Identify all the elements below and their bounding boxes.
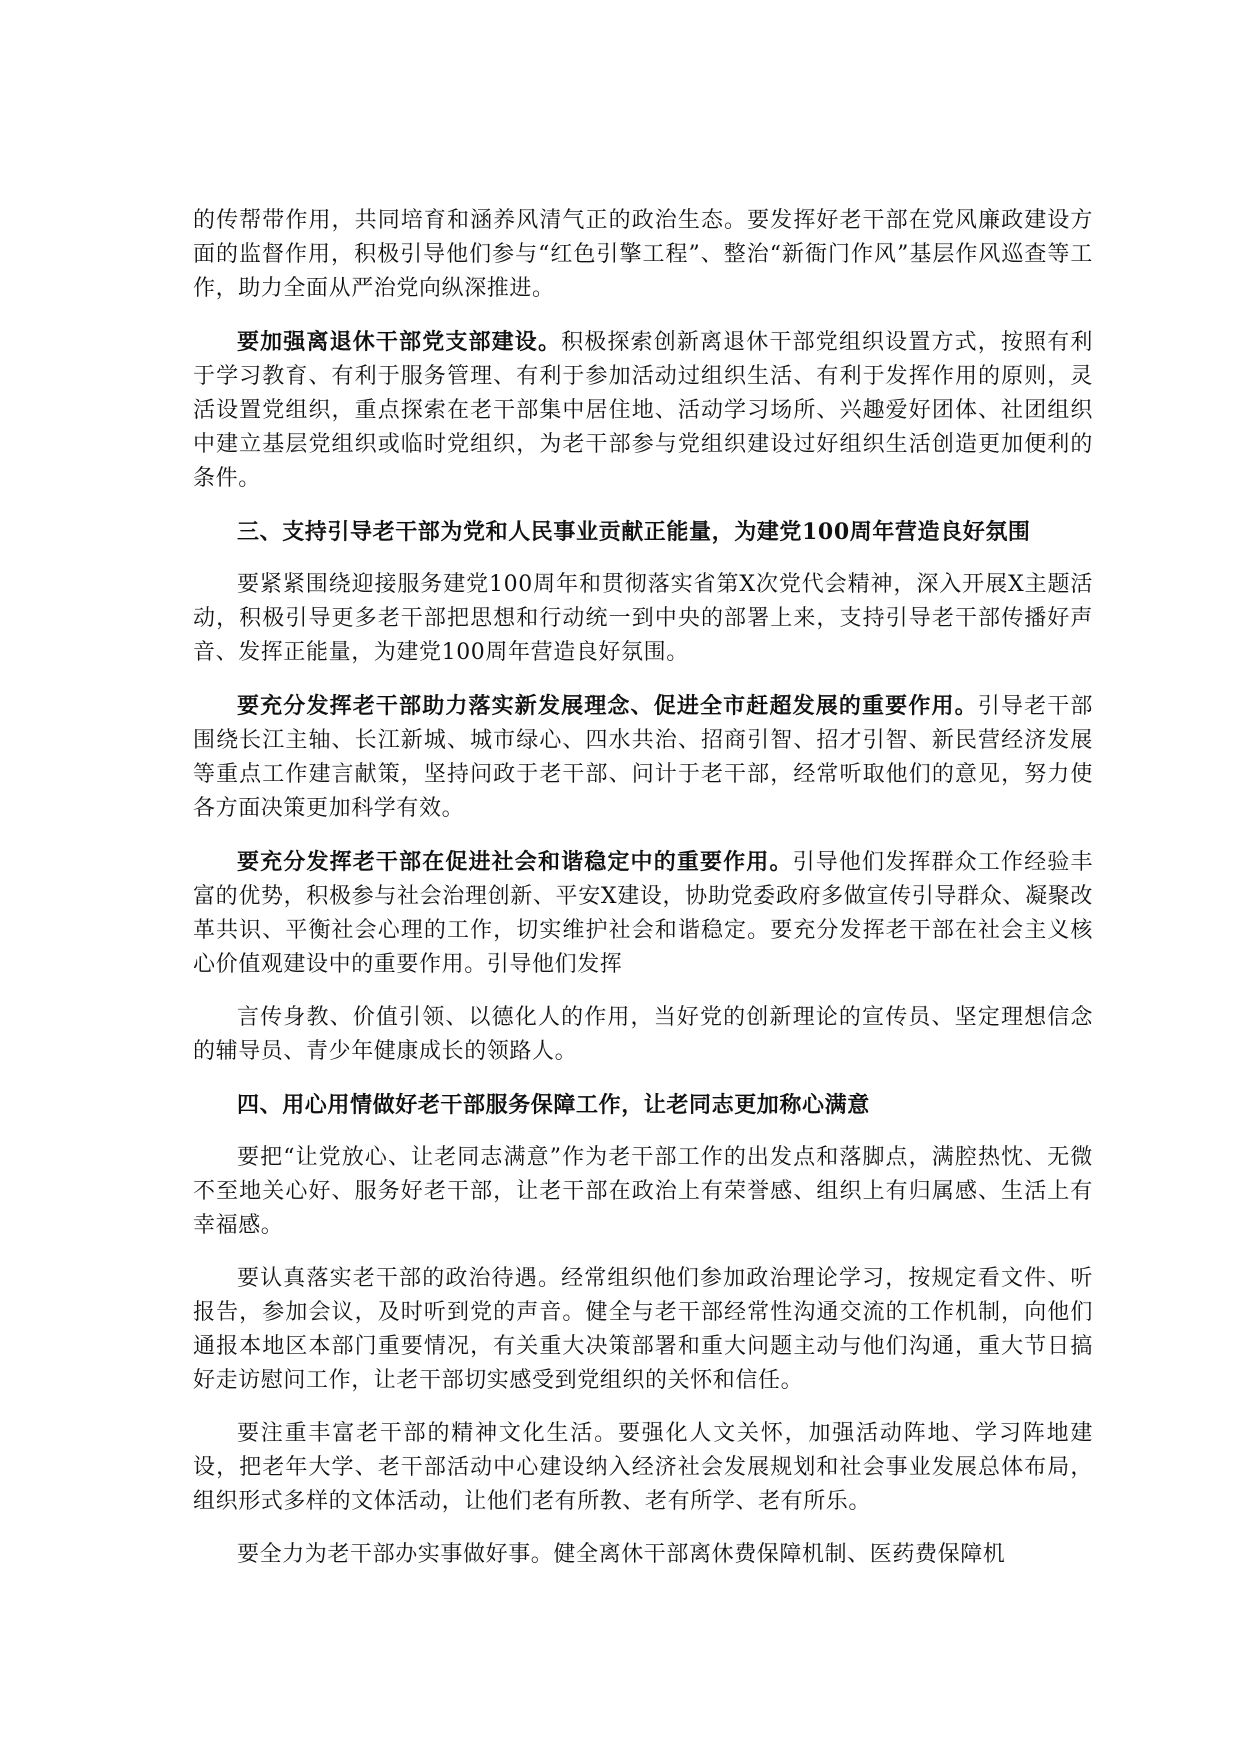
paragraph-text: 言传身教、价值引领、以德化人的作用，当好党的创新理论的宣传员、坚定理想信念的辅导员、青少年健康成长的领路人。 — [193, 1005, 1093, 1064]
paragraph-text: 要紧紧围绕迎接服务建党100周年和贯彻落实省第X次党代会精神，深入开展X主题活动，积极引导更多老干部把思想和行动统一到中央的部署上来，支持引导老干部传播好声音、发挥正能量，为建党100周年营造良好氛围。 — [193, 572, 1093, 665]
paragraph-practical-matters — [193, 1538, 1093, 1572]
paragraph-development — [193, 689, 1093, 826]
paragraph-text: 要全力为老干部办实事做好事。健全离休干部离休费保障机制、医药费保障机 — [237, 1542, 1006, 1567]
paragraph-lead: 要加强离退休干部党支部建设。 — [237, 329, 562, 355]
paragraph-role-model — [193, 1001, 1093, 1069]
section-heading-3: 三、支持引导老干部为党和人民事业贡献正能量，为建党100周年营造良好氛围 — [237, 519, 1031, 545]
paragraph-text: 引导老干部围绕长江主轴、长江新城、城市绿心、四水共治、招商引智、招才引智、新民营经济发展等重点工作建言献策，坚持问政于老干部、问计于老干部，经常听取他们的意见，努力使各方面决策更加科学有效。 — [193, 694, 1093, 821]
section-heading-4: 四、用心用情做好老干部服务保障工作，让老同志更加称心满意 — [237, 1092, 870, 1118]
paragraph-lead: 要充分发挥老干部助力落实新发展理念、促进全市赶超发展的重要作用。 — [237, 693, 978, 719]
paragraph-text: 的传帮带作用，共同培育和涵养风清气正的政治生态。要发挥好老干部在党风廉政建设方面的监督作用，积极引导他们参与“红色引擎工程”、整治“新衙门作风”基层作风巡查等工作，助力全面从严治党向纵深推进。 — [193, 208, 1093, 301]
paragraph-text: 要把“让党放心、让老同志满意”作为老干部工作的出发点和落脚点，满腔热忱、无微不至地关心好、服务好老干部，让老干部在政治上有荣誉感、组织上有归属感、生活上有幸福感。 — [193, 1145, 1093, 1238]
paragraph-cultural-life — [193, 1417, 1093, 1519]
paragraph-text: 要注重丰富老干部的精神文化生活。要强化人文关怀，加强活动阵地、学习阵地建设，把老年大学、老干部活动中心建设纳入经济社会发展规划和社会事业发展总体布局，组织形式多样的文体活动，让他们老有所教、老有所学、老有所乐。 — [193, 1421, 1093, 1514]
paragraph-service-goal — [193, 1141, 1093, 1243]
paragraph-text: 要认真落实老干部的政治待遇。经常组织他们参加政治理论学习，按规定看文件、听报告，参加会议，及时听到党的声音。健全与老干部经常性沟通交流的工作机制，向他们通报本地区本部门重要情况，有关重大决策部署和重大问题主动与他们沟通，重大节日搞好走访慰问工作，让老干部切实感受到党组织的关怀和信任。 — [193, 1266, 1093, 1393]
paragraph-party-branch — [193, 325, 1093, 496]
paragraph-1 — [193, 204, 1093, 306]
document-body — [193, 204, 1093, 1591]
paragraph-lead: 要充分发挥老干部在促进社会和谐稳定中的重要作用。 — [237, 849, 793, 875]
paragraph-text: 引导他们发挥群众工作经验丰富的优势，积极参与社会治理创新、平安X建设，协助党委政府多做宣传引导群众、凝聚改革共识、平衡社会心理的工作，切实维护社会和谐稳定。要充分发挥老干部在社会主义核心价值观建设中的重要作用。引导他们发挥 — [193, 850, 1093, 977]
paragraph-political-treatment — [193, 1262, 1093, 1398]
paragraph-text: 积极探索创新离退休干部党组织设置方式，按照有利于学习教育、有利于服务管理、有利于参加活动过组织生活、有利于发挥作用的原则，灵活设置党组织，重点探索在老干部集中居住地、活动学习场所、兴趣爱好团体、社团组织中建立基层党组织或临时党组织，为老干部参与党组织建设过好组织生活创造更加便利的条件。 — [193, 330, 1093, 491]
paragraph-harmony — [193, 845, 1093, 982]
paragraph-centenary — [193, 568, 1093, 670]
